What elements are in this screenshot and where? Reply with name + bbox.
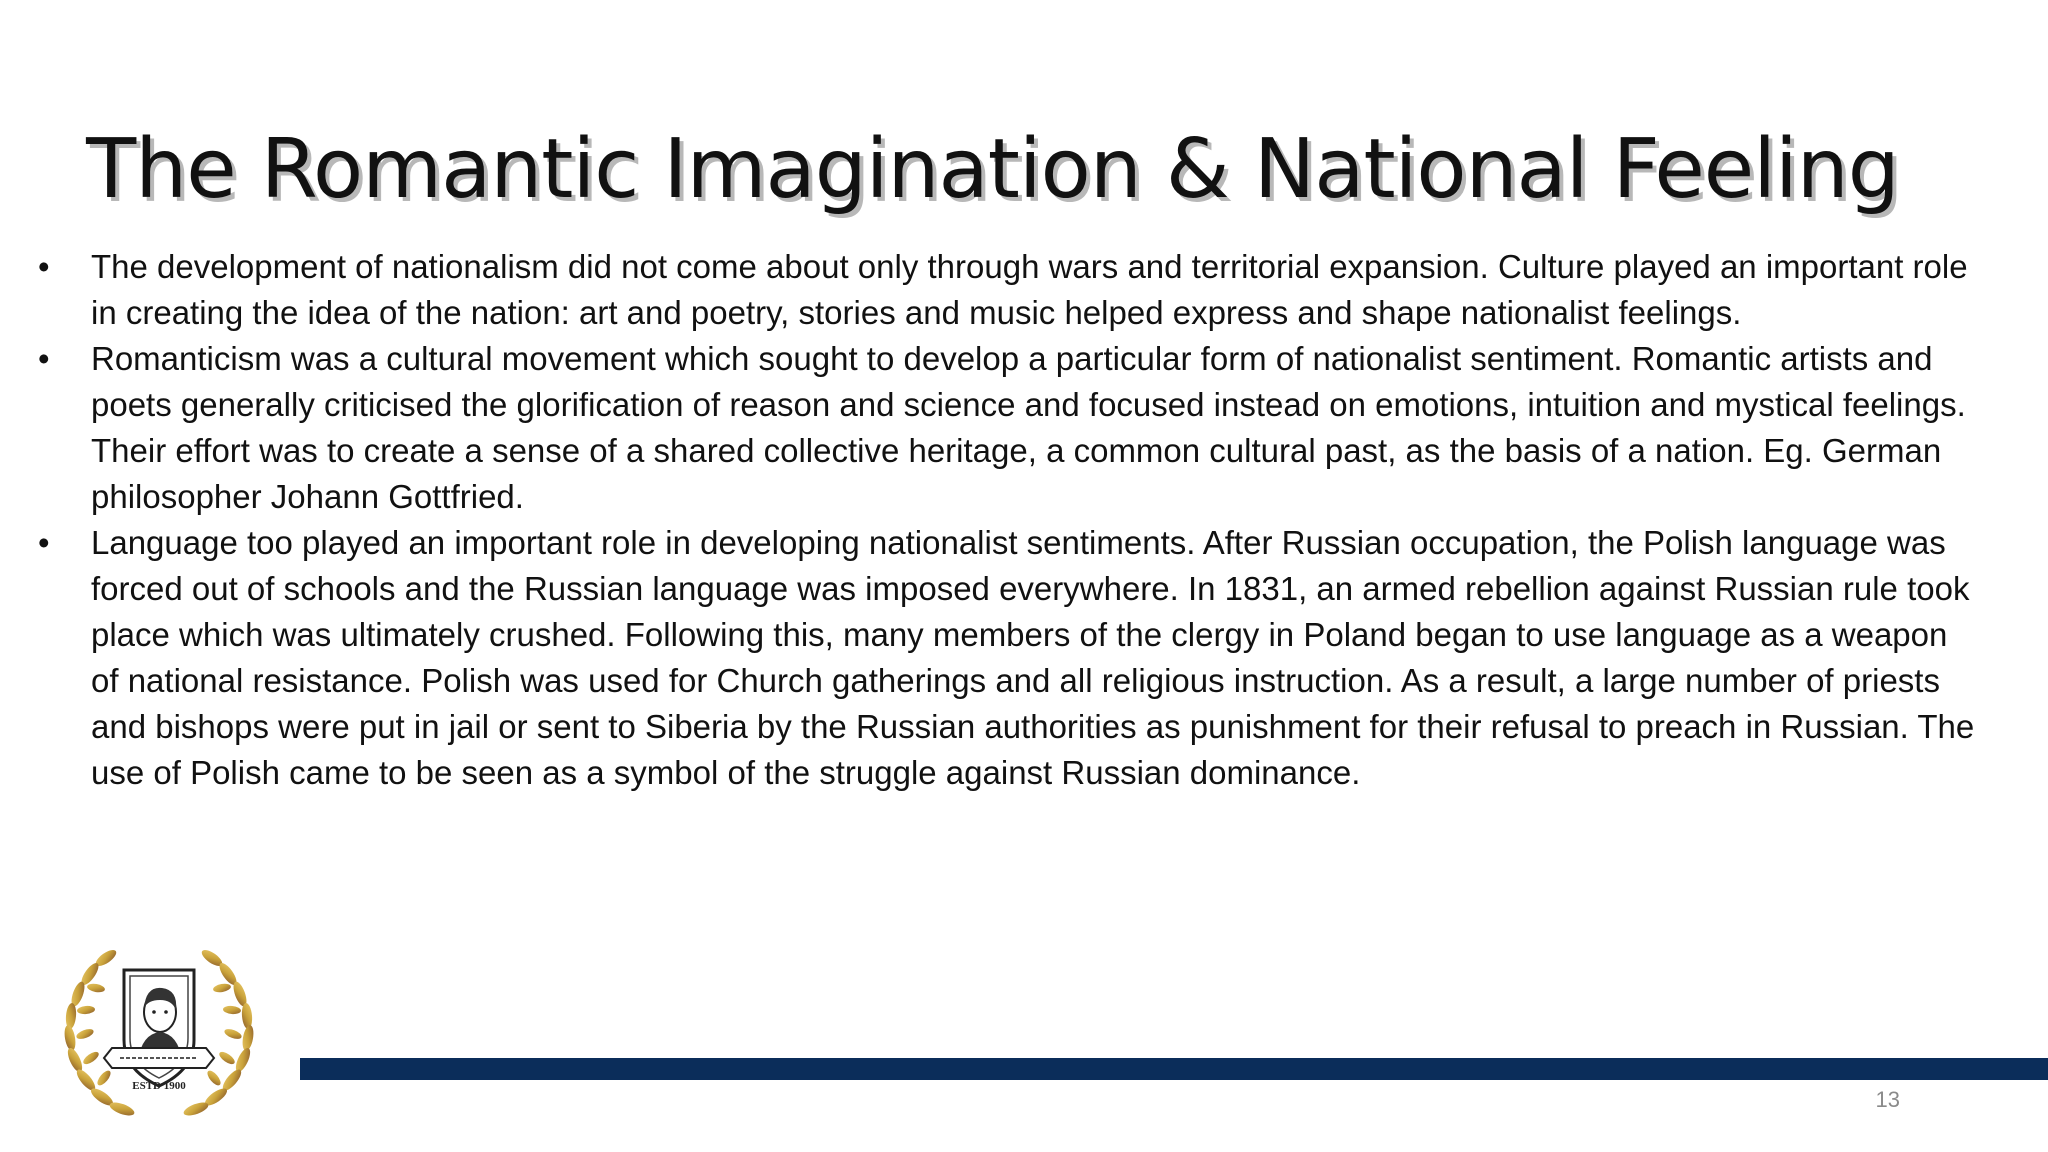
logo-estd-text: ESTD 1900	[132, 1080, 186, 1092]
slide-title: The Romantic Imagination & National Feeling	[86, 122, 1899, 217]
bullet-text: The development of nationalism did not come about only through wars and territorial expansion. Culture played an important role in creating the idea of the nation: art and poetry, stories and music helped express and shape nationalist feelings.	[91, 248, 1968, 331]
bullet-dot-icon: •	[38, 340, 50, 377]
bullet-text: Language too played an important role in developing nationalist sentiments. After Russian occupation, the Polish language was forced out of schools and the Russian language was imposed everywhere. In 1831, an armed rebellion against Russian rule took place which was ultimately crushed. Following this, many members of the clergy in Poland began to use language as a weapon of national resistance. Polish was used for Church gatherings and all religious instruction. As a result, a large number of priests and bishops were put in jail or sent to Siberia by the Russian authorities as punishment for their refusal to preach in Russian. The use of Polish came to be seen as a symbol of the struggle against Russian dominance.	[91, 524, 1975, 791]
laurel-crest-icon	[54, 930, 264, 1130]
bullet-dot-icon: •	[38, 248, 50, 285]
bullet-dot-icon: •	[38, 524, 50, 561]
bullet-list	[36, 244, 1976, 796]
bullet-item	[36, 520, 1976, 796]
bullet-item	[36, 244, 1976, 336]
bullet-text: Romanticism was a cultural movement which sought to develop a particular form of nationalist sentiment. Romantic artists and poets generally criticised the glorification of reason and science and focused instead on emotions, intuition and mystical feelings. Their effort was to create a sense of a shared collective heritage, a common cultural past, as the basis of a nation. Eg. German philosopher Johann Gottfried.	[91, 340, 1966, 515]
logo-graphic	[54, 930, 264, 1130]
bullet-item	[36, 336, 1976, 520]
footer-bar	[300, 1058, 2048, 1080]
page-number: 13	[1875, 1087, 1900, 1112]
